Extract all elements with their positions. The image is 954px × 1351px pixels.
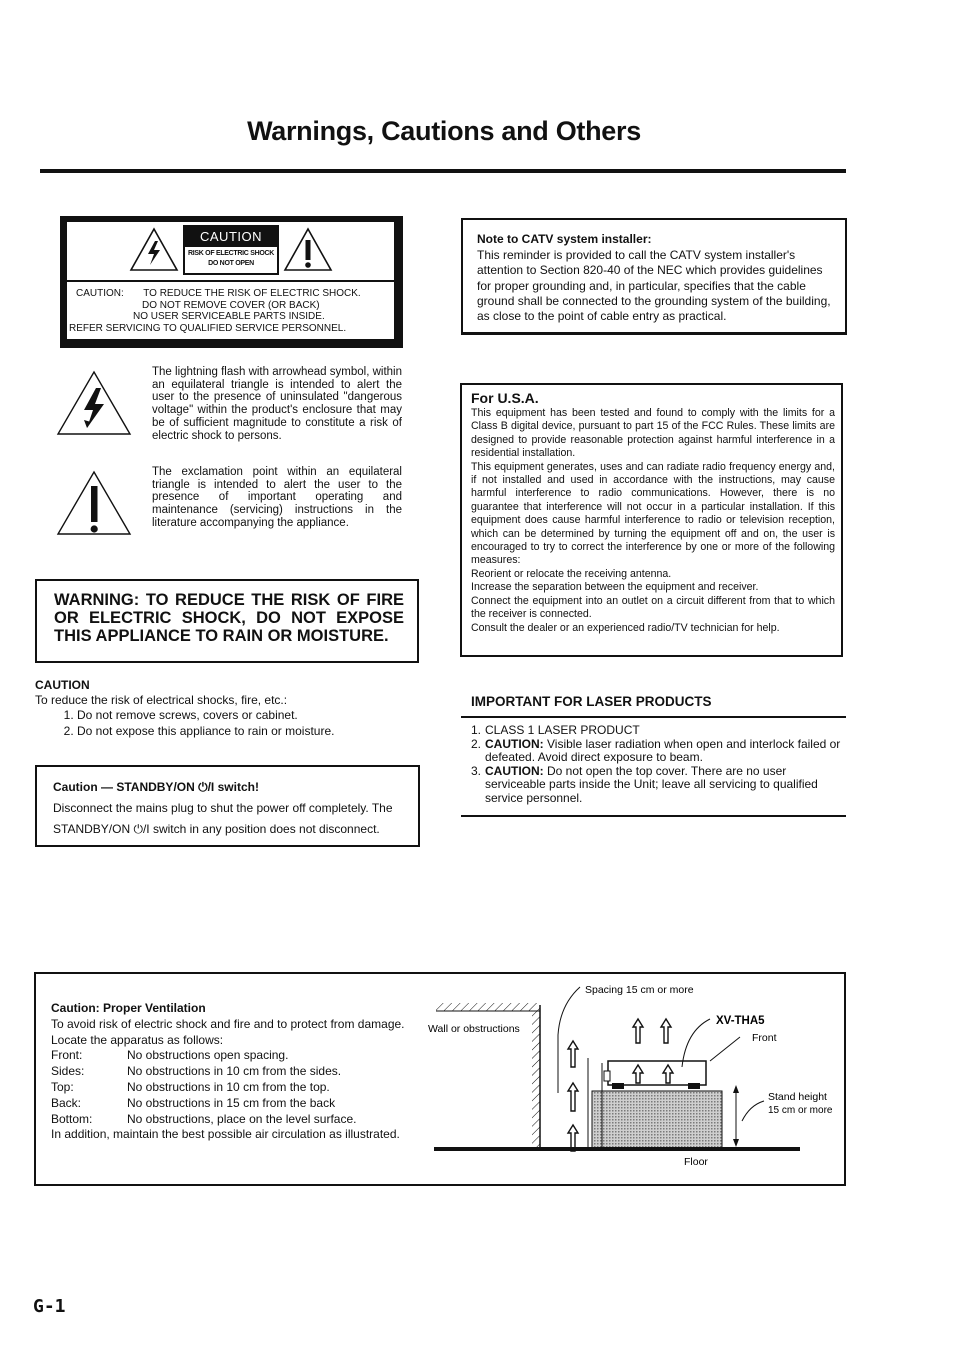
ventilation-row-key: Sides: — [51, 1064, 85, 1079]
warning-box — [35, 579, 419, 663]
ventilation-heading: Caution: Proper Ventilation — [51, 1001, 206, 1015]
laser-list — [471, 724, 841, 806]
ventilation-row-key: Bottom: — [51, 1111, 93, 1126]
caution-label-top — [67, 222, 394, 282]
wall-top-hatch — [436, 1003, 540, 1011]
usa-heading: For U.S.A. — [471, 390, 539, 406]
ventilation-row — [51, 1096, 431, 1112]
list-item: 2. CAUTION: Visible laser radiation when open and interlock failed or defeated. Avoid direct exposure to beam. — [471, 736, 841, 765]
wall-hatch — [532, 1011, 540, 1149]
ventilation-row-value: No obstructions in 10 cm from the sides. — [127, 1064, 342, 1079]
lightning-triangle-icon — [129, 227, 179, 272]
ventilation-row-key: Front: — [51, 1048, 83, 1063]
lightning-triangle-icon — [56, 370, 132, 436]
wall-label: Wall or obstructions — [428, 1023, 520, 1035]
floor-line — [434, 1147, 800, 1151]
caution-list — [35, 708, 415, 738]
ventilation-row — [51, 1048, 431, 1064]
caution-badge-sub2: DO NOT OPEN — [208, 260, 254, 267]
ventilation-row — [51, 1080, 431, 1096]
caution-badge-sub — [185, 249, 277, 269]
title-rule — [40, 169, 846, 173]
stand — [592, 1091, 722, 1149]
arrow-up-icon — [568, 1041, 578, 1067]
usa-measure-2: Increase the separation between the equipment and receiver. — [471, 581, 759, 594]
usa-paragraph-2: This equipment generates, uses and can radiate radio frequency energy and, if not installed and used in accordance with the instructions, may cause harmful interference to radio communications. However, there is no guarantee that interference will not occur in a particular installation. If this equipment does cause harmful interference to radio or television reception, which can be determined by turning the equipment off and on, the user is encouraged to try to correct the interference by one or more of the following measures: — [471, 460, 835, 567]
caution-badge-sub1: RISK OF ELECTRIC SHOCK — [188, 250, 274, 257]
ventilation-outro: In addition, maintain the best possible air circulation as illustrated. — [51, 1127, 400, 1142]
exclamation-triangle-icon — [56, 470, 132, 536]
caution-section — [35, 678, 415, 739]
ventilation-row-key: Back: — [51, 1095, 82, 1110]
laser-item-3-text: Do not open the top cover. There are no user serviceable parts inside the Unit; leave all servicing to qualified service personnel. — [485, 763, 818, 805]
list-item: 2. Do not expose this appliance to rain or moisture. — [77, 724, 415, 739]
laser-item-2 — [485, 738, 841, 765]
caution-label-line3: NO USER SERVICEABLE PARTS INSIDE. — [133, 311, 325, 322]
laser-item-3-label: CAUTION: — [485, 763, 544, 778]
caution-label-line1: CAUTION: TO REDUCE THE RISK OF ELECTRIC SHOCK. — [76, 288, 361, 299]
exclamation-description: The exclamation point within an equilateral triangle is intended to alert the user to the presence of important operating and maintenance (servicing) instructions in the literature accompanying the appliance. — [152, 466, 402, 529]
spacing-label: Spacing 15 cm or more — [585, 984, 694, 996]
laser-item-2-label: CAUTION: — [485, 736, 544, 751]
caution-badge — [183, 225, 279, 275]
caution-heading: CAUTION — [35, 678, 90, 692]
front-leader — [710, 1037, 740, 1061]
list-item: 3. CAUTION: Do not open the top cover. There are no user serviceable parts inside the Unit; leave all servicing to qualified service personnel. — [471, 765, 841, 806]
ventilation-text — [51, 1001, 431, 1143]
spacing-leader — [558, 987, 580, 1093]
catv-body: This reminder is provided to call the CATV system installer's attention to Section 820-40 of the NEC which provides guidelines for proper grounding and, in particular, specifies that the cable ground shall be connected to the grounding system of the building, as close to the point of cable entry as practical. — [477, 248, 831, 324]
standby-heading: Caution — STANDBY/ON ⏻/I switch! — [53, 780, 259, 794]
usa-body — [471, 407, 835, 635]
laser-bottom-rule — [461, 815, 846, 817]
list-item: 1. Do not remove screws, covers or cabinet. — [77, 708, 415, 723]
usa-paragraph-1: This equipment has been tested and found to comply with the limits for a Class B digital device, pursuant to part 15 of the FCC Rules. These limits are designed to provide reasonable protection against harmful interference in a residential installation. — [471, 407, 835, 460]
caution-label — [60, 216, 403, 348]
caution-badge-word: CAUTION — [185, 227, 277, 247]
laser-item-3 — [485, 765, 841, 806]
caution-label-text — [60, 288, 387, 334]
page-title: Warnings, Cautions and Others — [247, 116, 641, 146]
usa-measure-1: Reorient or relocate the receiving antenna. — [471, 567, 672, 580]
ventilation-row-value: No obstructions in 15 cm from the back — [127, 1095, 336, 1110]
caution-label-line2: DO NOT REMOVE COVER (OR BACK) — [142, 299, 320, 311]
exclamation-triangle-icon — [283, 227, 333, 272]
usa-measure-3: Connect the equipment into an outlet on a circuit different from that to which the receiver is connected. — [471, 594, 835, 621]
usa-measure-4: Consult the dealer or an experienced radio/TV technician for help. — [471, 621, 780, 634]
front-label: Front — [752, 1032, 777, 1044]
laser-item-1: CLASS 1 LASER PRODUCT — [485, 723, 640, 737]
ventilation-row-value: No obstructions open spacing. — [127, 1048, 289, 1063]
stand-height-value: 15 cm or more — [768, 1105, 833, 1116]
list-item: 1. CLASS 1 LASER PRODUCT — [471, 723, 640, 737]
catv-heading: Note to CATV system installer: — [477, 232, 652, 246]
laser-rule — [461, 716, 846, 718]
ventilation-row-value: No obstructions in 10 cm from the top. — [127, 1079, 330, 1094]
laser-heading: IMPORTANT FOR LASER PRODUCTS — [471, 694, 712, 709]
lightning-description: The lightning flash with arrowhead symbol, within an equilateral triangle is intended to alert the user to the presence of uninsulated "dangerous voltage" within the product's enclosure that may be of sufficient magnitude to constitute a risk of electric shock to persons. — [152, 366, 402, 442]
model-leader — [682, 1019, 710, 1067]
unit-body — [608, 1061, 706, 1085]
catv-note-box — [461, 218, 847, 335]
page-number: G-1 — [33, 1296, 66, 1317]
arrow-up-icon — [568, 1083, 578, 1111]
ventilation-intro-2: Locate the apparatus as follows: — [51, 1032, 224, 1047]
ventilation-diagram — [420, 975, 844, 1180]
floor-label: Floor — [684, 1156, 708, 1168]
arrow-up-icon — [633, 1019, 643, 1043]
laser-item-2-text: Visible laser radiation when open and interlock failed or defeated. Avoid direct exposure to beam. — [485, 736, 841, 765]
ventilation-row-value: No obstructions, place on the level surface. — [127, 1111, 357, 1126]
standby-caution-box — [35, 765, 420, 847]
ventilation-row-key: Top: — [51, 1079, 74, 1094]
ventilation-row — [51, 1064, 431, 1080]
stand-height-leader — [742, 1101, 764, 1121]
standby-body: Disconnect the mains plug to shut the power off completely. The STANDBY/ON ⏻/I switch in any position does not disconnect. — [53, 801, 393, 836]
model-label: XV-THA5 — [716, 1015, 765, 1027]
ventilation-row — [51, 1112, 431, 1128]
warning-text: WARNING: TO REDUCE THE RISK OF FIRE OR ELECTRIC SHOCK, DO NOT EXPOSE THIS APPLIANCE TO RAIN OR MOISTURE. — [54, 591, 404, 645]
arrow-up-icon — [661, 1019, 671, 1043]
stand-height-label: Stand height — [768, 1091, 827, 1103]
ventilation-intro-1: To avoid risk of electric shock and fire and to protect from damage. — [51, 1016, 405, 1031]
caution-label-line4: REFER SERVICING TO QUALIFIED SERVICE PERSONNEL. — [69, 322, 347, 334]
caution-intro: To reduce the risk of electrical shocks, fire, etc.: — [35, 693, 288, 708]
usa-fcc-box — [460, 383, 843, 657]
